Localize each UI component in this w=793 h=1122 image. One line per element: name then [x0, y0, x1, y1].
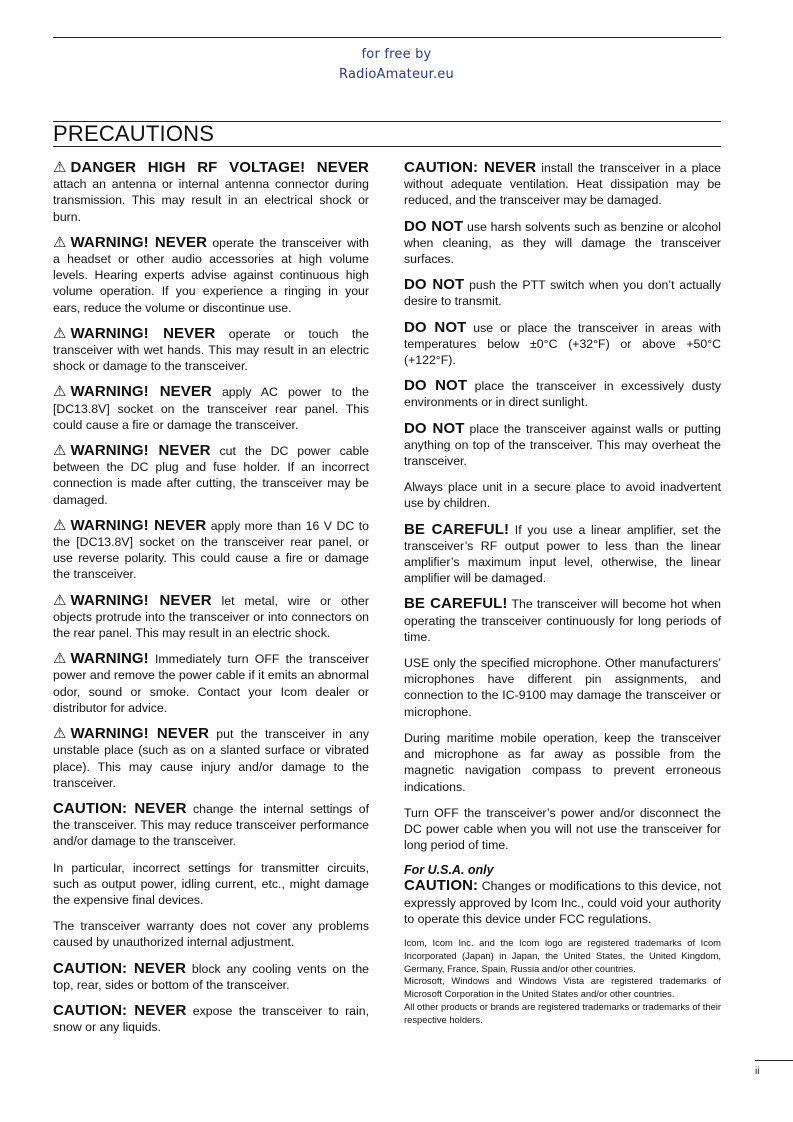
precaution-item: [404, 320, 721, 369]
precaution-lead: DO NOT: [404, 377, 468, 395]
precaution-item: [404, 479, 721, 511]
precaution-item: [404, 277, 721, 309]
warning-triangle-icon: ⚠: [53, 591, 67, 609]
precaution-body: put the transceiver in any unstable place (such as on a slanted surface or vibrated place). This may cause injury and/or damage to the transceiver.: [53, 727, 369, 790]
precaution-lead: DANGER HIGH RF VOLTAGE! NEVER: [70, 159, 369, 176]
precaution-body: operate or touch the transceiver with wet hands. This may result in an electric shock or damage to the transceiver.: [53, 326, 369, 374]
usa-lead: CAUTION:: [404, 877, 479, 895]
warning-triangle-icon: ⚠: [53, 159, 67, 176]
precaution-body: block any cooling vents on the top, rear, sides or bottom of the transceiver.: [53, 961, 369, 992]
precaution-body: The transceiver warranty does not cover any problems caused by unauthorized internal adjustment.: [53, 919, 369, 950]
precaution-item: [53, 961, 369, 993]
precaution-item: [53, 235, 369, 316]
precaution-lead: CAUTION: NEVER: [53, 799, 187, 817]
precaution-body: operate the transceiver with a headset or other audio accessories at high volume levels. Hearing experts advise against continuous high volume operation. If you experience a ringing in your ears, reduce the volume or discontinue use.: [53, 235, 369, 315]
precaution-lead: WARNING! NEVER: [70, 442, 211, 460]
precaution-body: place the transceiver in excessively dusty environments or in direct sunlight.: [404, 379, 721, 410]
page-number: ii: [755, 1066, 760, 1077]
title-rule-bottom: [53, 146, 721, 147]
precaution-body: In particular, incorrect settings for transmitter circuits, such as output power, idling current, etc., might damage the expensive final devices.: [53, 860, 369, 907]
precaution-lead: BE CAREFUL!: [404, 595, 508, 613]
precaution-body: Turn OFF the transceiver’s power and/or disconnect the DC power cable when you will not use the transceiver for long period of time.: [404, 805, 721, 853]
precaution-body: let metal, wire or other objects protrude into the transceiver or into connectors on the rear panel. This may result in an electric shock.: [53, 593, 369, 641]
precaution-lead: DO NOT: [404, 419, 465, 437]
precaution-lead: WARNING!: [70, 650, 149, 668]
precaution-body: During maritime mobile operation, keep the transceiver and microphone as far away as possible from the magnetic navigation compass to prevent erroneous indications.: [404, 730, 721, 794]
trademark-note: Microsoft, Windows and Windows Vista are registered trademarks of Microsoft Corporation in the United States and/or other countries.: [404, 975, 721, 1000]
precaution-item: [404, 655, 721, 720]
precaution-item: [404, 378, 721, 410]
precaution-lead: WARNING! NEVER: [70, 516, 207, 534]
usa-heading: For U.S.A. only: [404, 863, 494, 878]
warning-triangle-icon: ⚠: [53, 383, 67, 401]
warning-triangle-icon: ⚠: [53, 324, 67, 342]
usa-notice: [404, 863, 721, 927]
precaution-lead: DO NOT: [404, 217, 464, 235]
right-column: [404, 160, 721, 1027]
precaution-body: The transceiver will become hot when operating the transceiver continuously for long periods of time.: [404, 597, 722, 644]
precaution-item: [53, 443, 369, 508]
precaution-body: change the internal settings of the transceiver. This may reduce transceiver performance and/or damage to the transceiver.: [53, 801, 369, 849]
warning-triangle-icon: ⚠: [53, 650, 67, 668]
warning-triangle-icon: ⚠: [53, 725, 67, 743]
precaution-body: use or place the transceiver in areas with temperatures below ±0°C (+32°F) or above +50°C (+122°F).: [404, 320, 721, 368]
precaution-item: [404, 805, 721, 854]
precaution-body: apply AC power to the [DC13.8V] socket on the transceiver rear panel. This could cause a fire or damage the transceiver.: [53, 385, 369, 432]
precaution-item: [53, 160, 369, 225]
precaution-lead: CAUTION: NEVER: [53, 1001, 187, 1019]
warning-triangle-icon: ⚠: [53, 516, 67, 534]
precaution-body: If you use a linear amplifier, set the transceiver’s RF output power to less than the linear amplifier’s maximum input level, otherwise, the linear amplifier will be damaged.: [404, 522, 721, 586]
precaution-item: [53, 801, 369, 850]
precaution-lead: DO NOT: [404, 276, 465, 294]
precaution-body: apply more than 16 V DC to the [DC13.8V] socket on the transceiver rear panel, or use reverse polarity. This could cause a fire or damage the transceiver.: [53, 518, 369, 582]
precaution-lead: WARNING! NEVER: [70, 725, 210, 743]
precaution-item: [53, 518, 369, 583]
watermark-line2: RadioAmateur.eu: [339, 67, 454, 82]
usa-paragraph: [404, 878, 721, 927]
precaution-lead: CAUTION: NEVER: [53, 959, 187, 977]
precaution-body: cut the DC power cable between the DC plug and fuse holder. If an incorrect connection is made after cutting, the transceiver may be damaged.: [53, 444, 369, 507]
precaution-item: [404, 421, 721, 470]
precaution-body: Always place unit in a secure place to avoid inadvertent use by children.: [404, 480, 721, 511]
precaution-body: attach an antenna or internal antenna connector during transmission. This may result in an electrical shock or burn.: [53, 177, 369, 224]
trademark-note: Icom, Icom Inc. and the Icom logo are registered trademarks of Icom Incorporated (Japan) in Japan, the United States, the United Kingdom, Germany, France, Spain, Russia and/or other countries.: [404, 936, 721, 974]
usa-body: Changes or modifications to this device, not expressly approved by Icom Inc., could void your authority to operate this device under FCC regulations.: [404, 879, 721, 926]
warning-triangle-icon: ⚠: [53, 233, 67, 251]
page-title: PRECAUTIONS: [53, 121, 215, 146]
precaution-body: expose the transceiver to rain, snow or any liquids.: [53, 1003, 369, 1035]
precaution-item: [404, 522, 721, 587]
precaution-body: push the PTT switch when you don’t actually desire to transmit.: [404, 278, 721, 309]
precaution-lead: WARNING! NEVER: [70, 233, 208, 251]
precaution-body: USE only the specified microphone. Other manufacturers’ microphones have different pin assignments, and connection to the IC-9100 may damage the transceiver or microphone.: [404, 656, 721, 719]
watermark-line1: for free by: [361, 47, 432, 62]
precaution-item: [53, 726, 369, 791]
precaution-lead: DO NOT: [404, 318, 467, 336]
precaution-lead: WARNING! NEVER: [70, 324, 216, 342]
precaution-item: [404, 160, 721, 209]
header-rule: [53, 37, 721, 38]
trademark-note: All other products or brands are registered trademarks or trademarks of their respective holders.: [404, 1000, 721, 1025]
footer-rule: [755, 1060, 793, 1061]
left-column: [53, 160, 369, 1045]
precaution-body: install the transceiver in a place without adequate ventilation. Heat dissipation may be reduced, and the transceiver may be damaged.: [404, 161, 722, 208]
precaution-item: [53, 384, 369, 433]
right-column-items: [404, 160, 721, 853]
precaution-item: [53, 326, 369, 375]
precaution-item: [404, 596, 721, 645]
trademark-notes: [404, 937, 721, 1027]
precaution-item: [404, 730, 721, 795]
precaution-lead: WARNING! NEVER: [70, 591, 212, 609]
precaution-lead: CAUTION: NEVER: [404, 159, 537, 176]
precaution-item: [404, 219, 721, 268]
precaution-lead: BE CAREFUL!: [404, 520, 510, 538]
warning-triangle-icon: ⚠: [53, 442, 67, 460]
precaution-body: use harsh solvents such as benzine or alcohol when cleaning, as they will damage the transceiver surfaces.: [404, 219, 721, 267]
precaution-item: [53, 918, 369, 950]
precaution-item: [53, 593, 369, 642]
precaution-item: [53, 651, 369, 716]
precaution-body: Immediately turn OFF the transceiver power and remove the power cable if it emits an abnormal odor, sound or smoke. Contact your Icom dealer or distributor for advice.: [53, 652, 369, 715]
precaution-item: [53, 1003, 369, 1035]
precaution-lead: WARNING! NEVER: [70, 383, 212, 401]
precaution-item: [53, 860, 369, 909]
precaution-body: place the transceiver against walls or putting anything on top of the transceiver. This may overheat the transceiver.: [404, 421, 721, 469]
